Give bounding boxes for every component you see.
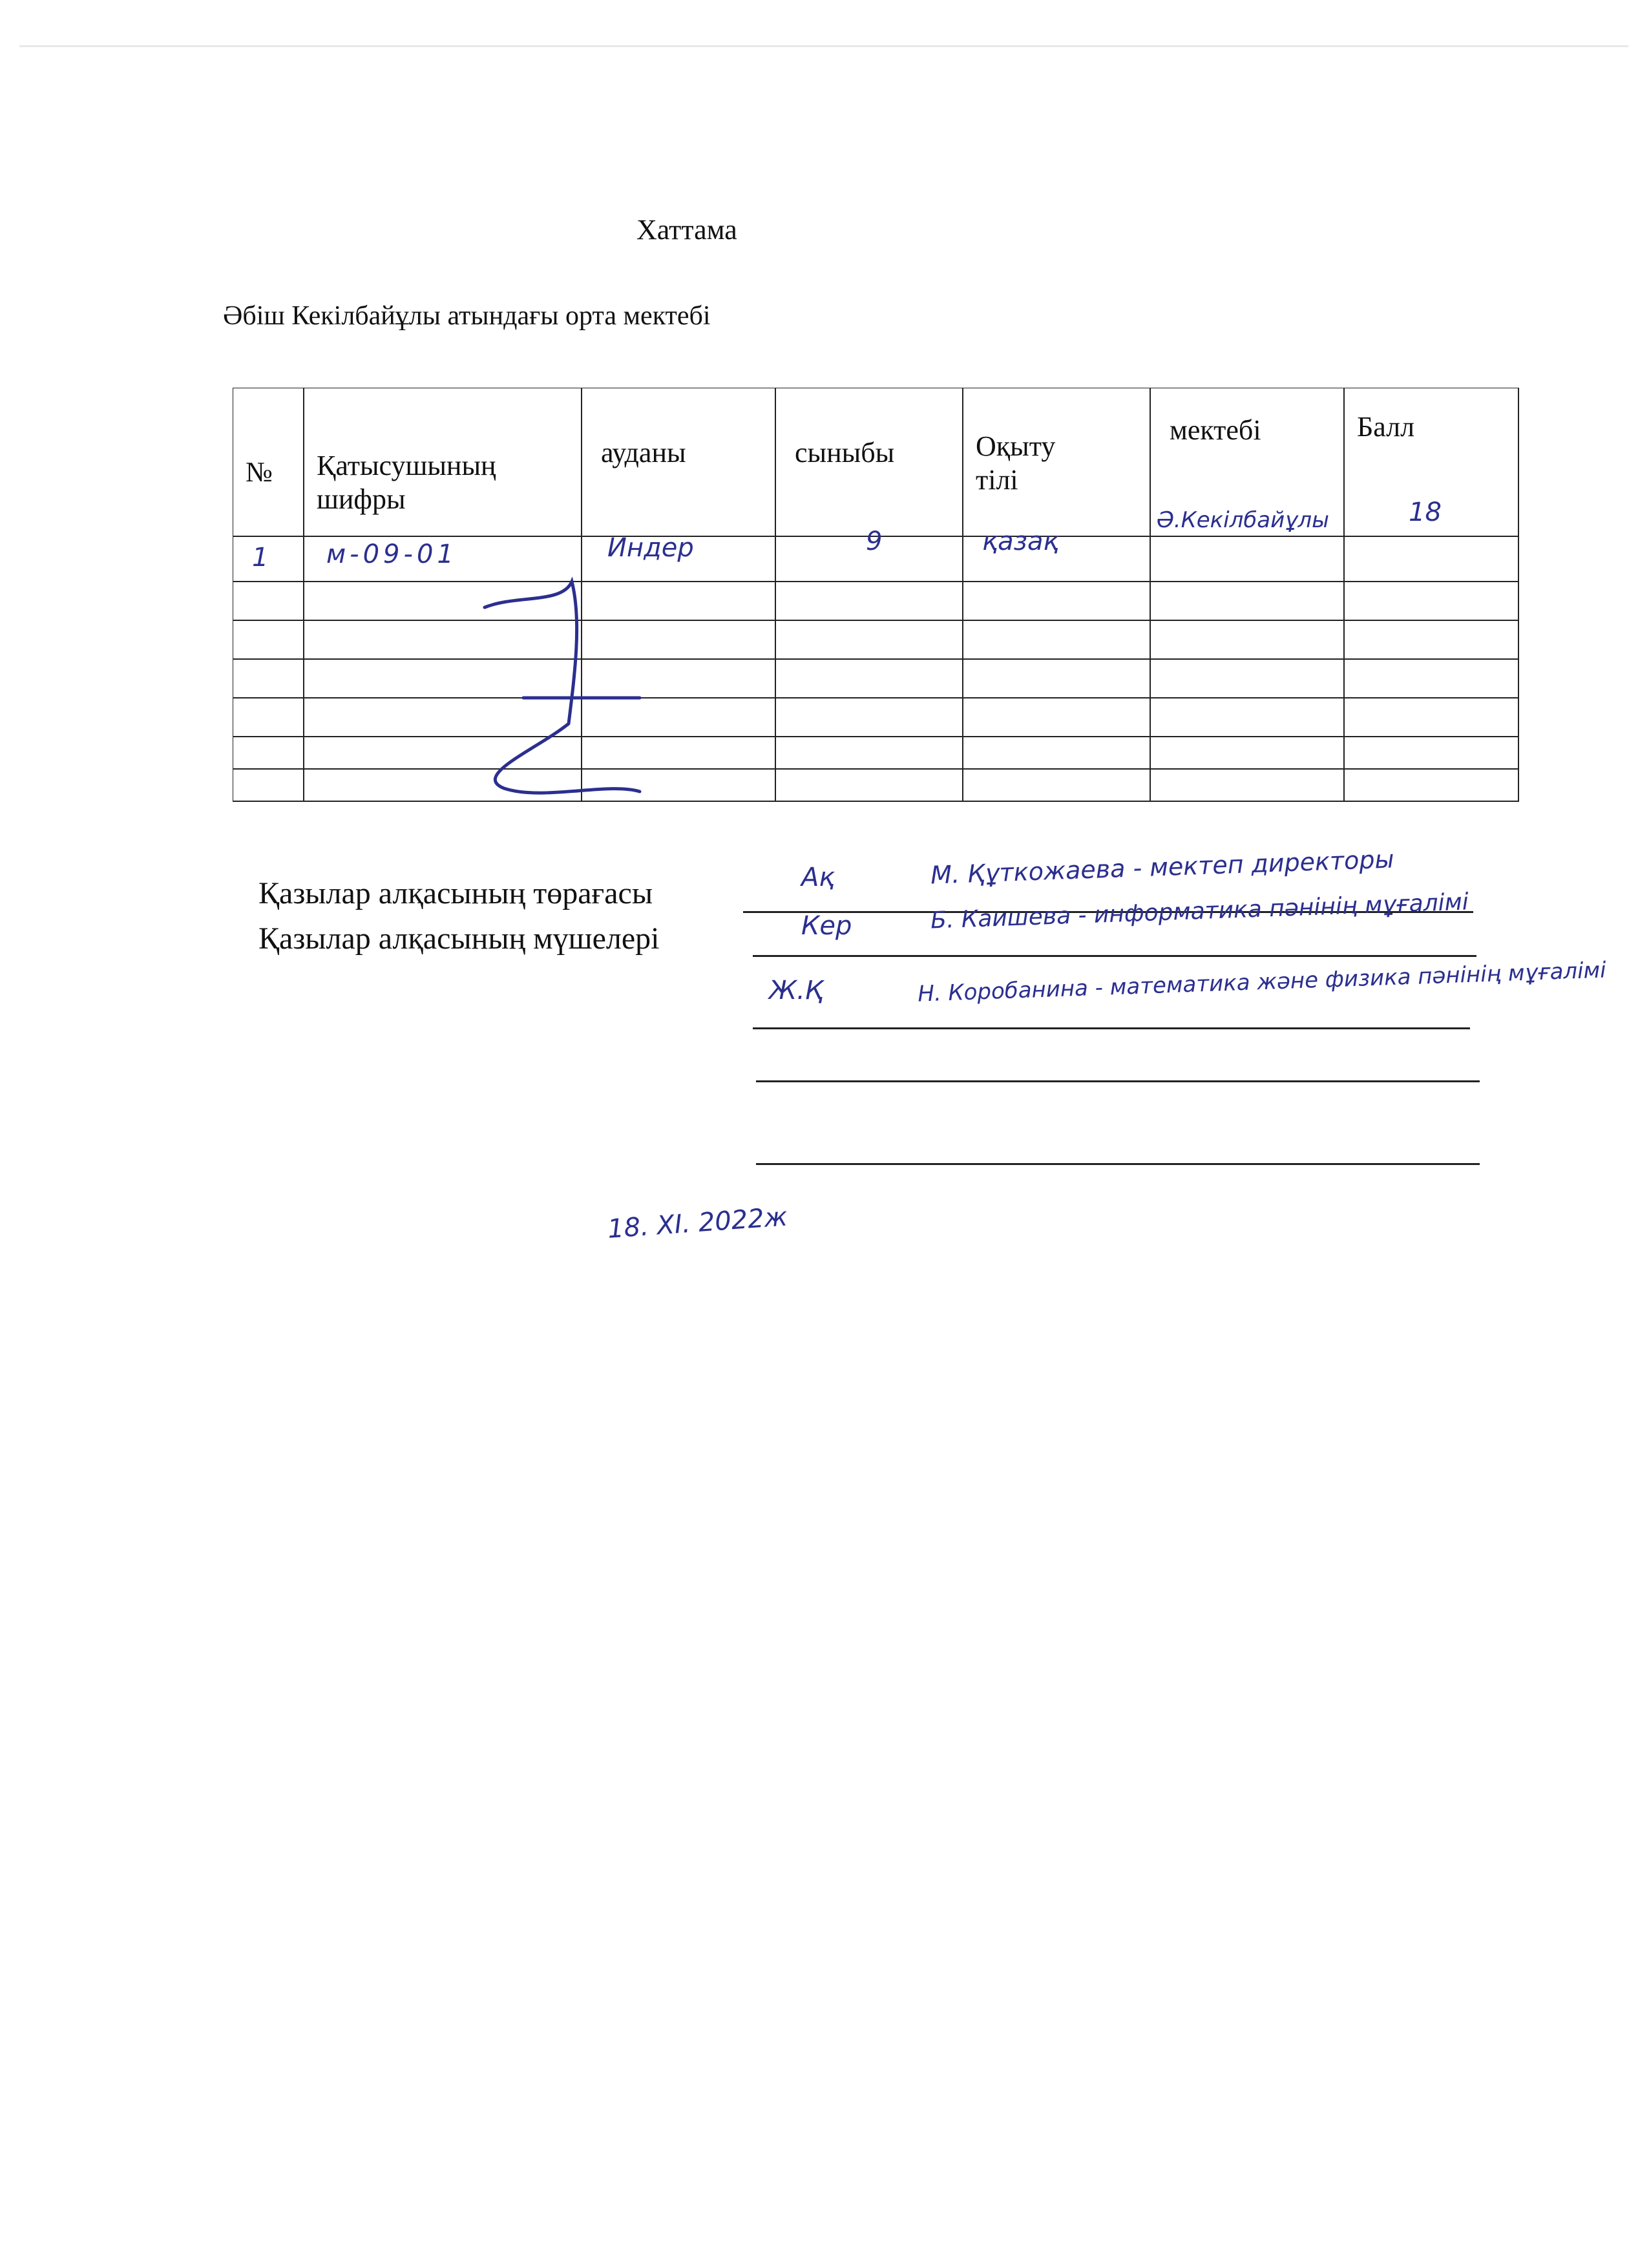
member2-name: Н. Коробанина - математика және физика пәнінің мұғалімі	[917, 957, 1607, 1007]
member2-signature-line	[753, 1027, 1470, 1029]
z-strike-mark	[446, 569, 653, 801]
member2-signature: Ж.Қ	[769, 976, 824, 1005]
member1-name: Б. Каишева - информатика пәнінің мұғалімі	[930, 888, 1469, 934]
member1-signature-line	[753, 955, 1476, 957]
row1-district: Индер	[607, 533, 694, 563]
header-school: мектебі	[1170, 414, 1261, 446]
date: 18. XI. 2022ж	[606, 1202, 789, 1244]
row1-language: қазақ	[982, 527, 1059, 556]
row1-cipher: м-09-01	[326, 540, 457, 569]
scan-edge	[19, 45, 1628, 47]
header-number: №	[246, 456, 273, 488]
header-cipher: Қатысушының шифры	[317, 450, 496, 515]
member4-signature-line	[756, 1163, 1480, 1165]
header-grade: сыныбы	[795, 437, 895, 468]
member3-signature-line	[756, 1080, 1480, 1082]
document-title: Хаттама	[636, 214, 737, 246]
row1-number: 1	[252, 543, 269, 572]
school-name: Әбіш Кекілбайұлы атындағы орта мектебі	[223, 301, 711, 331]
chair-signature: Ақ	[801, 863, 835, 892]
header-district: ауданы	[601, 437, 686, 468]
header-score: Балл	[1357, 411, 1415, 443]
member1-signature: Кер	[801, 911, 852, 941]
row1-score: 18	[1409, 498, 1442, 527]
row1-school: Ә.Кекілбайұлы	[1157, 507, 1329, 533]
chair-label: Қазылар алқасының төрағасы	[258, 876, 653, 910]
row1-grade: 9	[866, 527, 883, 556]
chair-name: М. Құткожаева - мектеп директоры	[930, 845, 1395, 890]
results-table	[233, 388, 1525, 808]
members-label: Қазылар алқасының мүшелері	[258, 921, 660, 956]
header-language: Оқыту тілі	[976, 430, 1056, 496]
